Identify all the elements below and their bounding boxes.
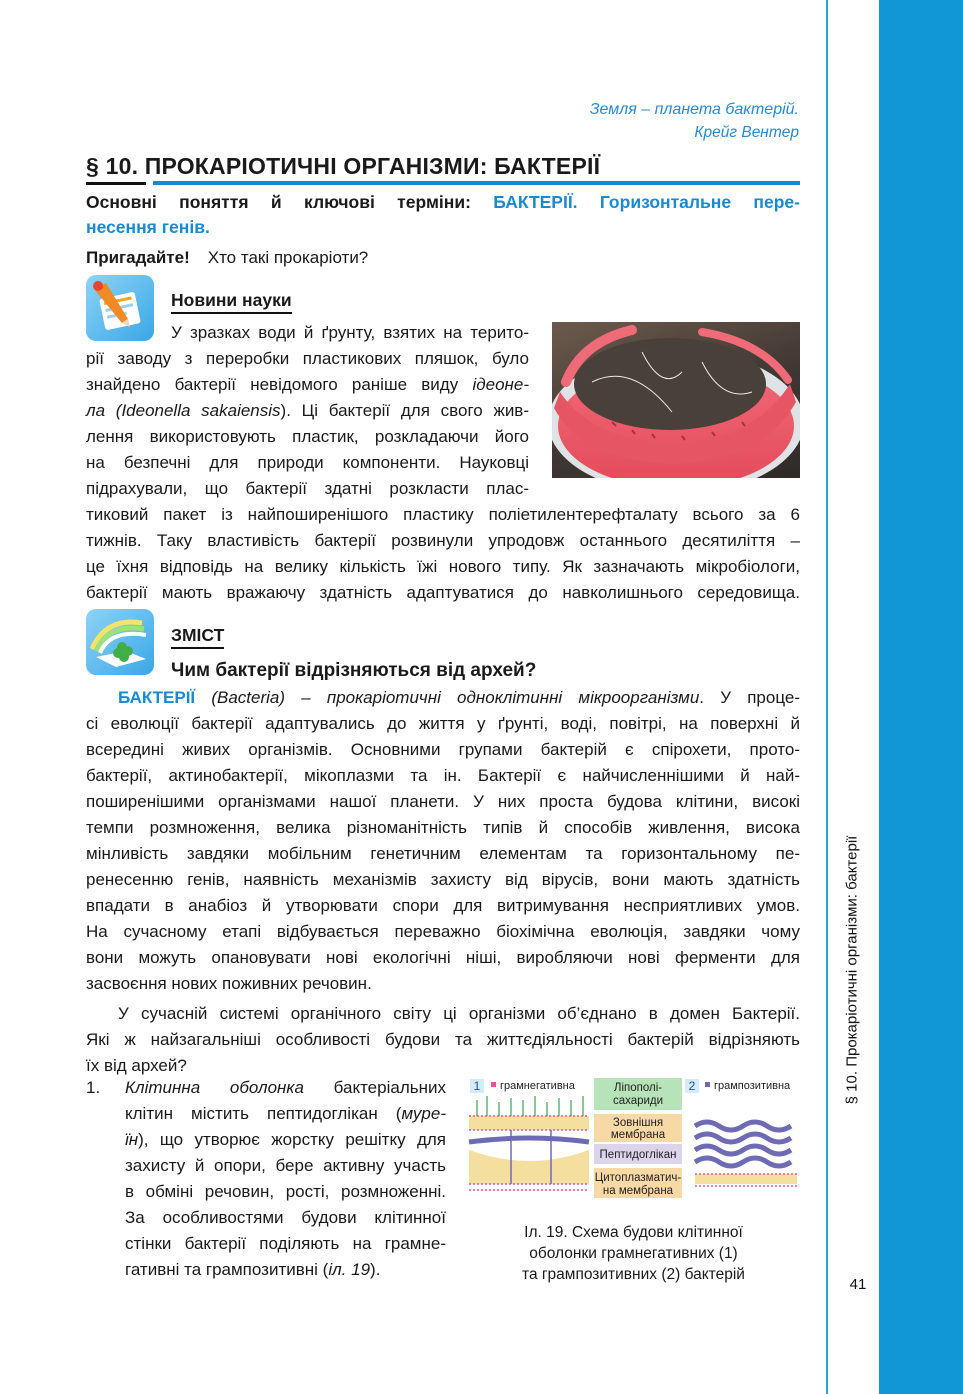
caption-line: оболонки грамнегативних (1)	[529, 1245, 738, 1262]
news-line: У зразках води й ґрунту, взятих на терито-	[171, 323, 529, 342]
caption-line: Іл. 19. Схема будови клітинної	[524, 1224, 743, 1241]
item-line-rest: бактеріальних	[303, 1078, 446, 1097]
title-rule	[86, 182, 146, 185]
news-line: на безпечні для природи компоненти. Науковці	[86, 453, 529, 472]
item-figref: іл. 19	[328, 1260, 371, 1279]
para-line: сі еволюції бактерії адаптувались до життя у ґрунті, воді, повітрі, на поверхні й	[86, 714, 800, 733]
page-number: 41	[849, 1276, 867, 1293]
key-terms-list: БАКТЕРІЇ. Горизонтальне пере-	[493, 192, 800, 212]
fig-layer-outer1: Зовнішня	[612, 1117, 664, 1129]
para-line: ренесенню генів, наявність механізмів захисту від вірусів, вони мають здатність	[86, 870, 800, 889]
item-number: 1.	[86, 1078, 101, 1097]
gram-negative-diagram	[469, 1079, 589, 1190]
news-ideonella-ua: ідеоне-	[472, 375, 529, 394]
fig-label2: грампозитивна	[714, 1080, 791, 1092]
item-line: За особливостями будови клітинної	[125, 1208, 446, 1227]
fig-label1: грамнегативна	[500, 1080, 575, 1092]
news-ideonella-latin: Ideonella sakaiensis	[121, 401, 281, 420]
fig-layer-pepti: Пептидоглікан	[599, 1149, 677, 1161]
term-definition: (Bacteria) – прокаріотичні одноклітинні мікроорганізми	[195, 688, 700, 707]
para-line: засвоєння нових поживних речовин.	[86, 974, 372, 993]
item-murein-end: їн	[125, 1130, 139, 1149]
news-line: тижнів. Таку властивість бактерії розвинули упродовж останнього десятиліття –	[86, 531, 800, 550]
term-bacteria: БАКТЕРІЇ	[118, 688, 196, 707]
news-line-rest: ). Ці бактерії для свого жив-	[280, 401, 530, 420]
item-line: захисту й опори, бере активну участь	[125, 1156, 446, 1175]
fig-n1: 1	[473, 1079, 481, 1093]
news-line: бактерії мають вражаючу здатність адаптуватися до навколишнього середовища.	[86, 583, 800, 602]
para-line	[86, 685, 800, 711]
page-title: § 10. ПРОКАРІОТИЧНІ ОРГАНІЗМИ: БАКТЕРІЇ	[86, 153, 601, 179]
item-term: Клітинна оболонка	[125, 1078, 304, 1097]
para-line: Які ж найзагальніші особливості будови та життєдіяльності бактерій відрізняють	[86, 1030, 800, 1049]
item-line	[125, 1127, 446, 1153]
news-line-a: знайдено бактерії невідомого раніше виду	[86, 375, 473, 394]
news-line: лення використовують пластик, розкладаючи його	[86, 427, 529, 446]
epigraph-author: Крейг Вентер	[694, 124, 799, 141]
gram-positive-diagram	[685, 1079, 797, 1186]
layer-labels	[594, 1078, 682, 1198]
cell-wall-diagram	[467, 1076, 800, 1200]
key-terms-label: Основні поняття й ключові терміни:	[86, 192, 471, 212]
title-rule-blue	[153, 181, 800, 185]
remember-block	[86, 248, 368, 268]
item-line: в обміні речовин, рості, розмноженні.	[125, 1182, 446, 1201]
plastic-photo	[552, 322, 800, 478]
item-last-c: ).	[370, 1260, 381, 1279]
news-line: підрахували, що бактерії здатні розкласти плас-	[86, 479, 529, 498]
para-line: На сучасному етапі відбувається переважно біохімічна еволюція, завдяки чому	[86, 922, 800, 941]
para-line: бактерії, актинобактерії, мікоплазми та ін. Бактерії є найчисленнішими й най-	[86, 766, 800, 785]
para-line: всередині живих організмів. Основними групами бактерій є спірохети, прото-	[86, 740, 800, 759]
para-line-end: . У проце-	[699, 688, 801, 707]
para-line: вони можуть опановувати нові екологічні ніші, виробляючи нові ферменти для	[86, 948, 800, 967]
news-line	[86, 398, 529, 424]
fig-layer-lps1: Ліпополі-	[613, 1082, 663, 1094]
figure-caption	[467, 1222, 800, 1285]
news-line-la: ла (	[86, 401, 122, 420]
content-icon	[86, 609, 154, 675]
news-text-narrow	[86, 320, 529, 502]
para-line: темпи розмноження, велика різноманітність типів й способів живлення, висока	[86, 818, 800, 837]
remember-label: Пригадайте!	[86, 248, 190, 267]
content-heading: ЗМІСТ	[171, 625, 224, 649]
fig-layer-lps2: сахариди	[612, 1095, 664, 1107]
remember-question: Хто такі прокаріоти?	[207, 248, 369, 267]
item-line	[125, 1257, 446, 1283]
content-subheading: Чим бактерії відрізняються від архей?	[171, 660, 537, 681]
item-murein: муре-	[401, 1104, 446, 1123]
fig-n2: 2	[688, 1079, 696, 1093]
item-line	[125, 1101, 446, 1127]
key-terms	[86, 190, 800, 240]
news-text-wide	[86, 502, 800, 606]
fig-layer-cyto1: Цитоплазматич-	[594, 1172, 682, 1184]
para-line: їх від архей?	[86, 1056, 187, 1075]
running-title: § 10. Прокаріотичні організми: бактерії	[843, 835, 861, 1105]
para-line: У сучасній системі органічного світу ці організми об’єднано в домен Бактерії.	[118, 1004, 800, 1023]
para-line: мінливість завдяки мобільним генетичним елементам та горизонтальному пе-	[86, 844, 800, 863]
key-terms-list-cont: несення генів.	[86, 217, 210, 237]
para-line: поширенішими організмами нашої планети. У них проста будова клітини, високі	[86, 792, 800, 811]
item-line: стінки бактерії поділяють на грамне-	[125, 1234, 446, 1253]
item-1-text	[125, 1075, 446, 1283]
news-line: це їхня відповідь на велику кількість їжі нового типу. Як зазначають мікробіологи,	[86, 557, 800, 576]
item-line	[125, 1075, 446, 1101]
caption-line: та грампозитивних (2) бактерій	[522, 1266, 745, 1283]
sidebar-band-white	[828, 0, 879, 1394]
item-last-a: гативні та грампозитивні (	[125, 1260, 329, 1279]
item-line-b: ), що утворює жорстку решітку для	[138, 1130, 446, 1149]
news-heading: Новини науки	[171, 290, 292, 314]
news-line: рії заводу з переробки пластикових пляшок, було	[86, 349, 529, 368]
news-line: тиковий пакет із найпоширенішого пластику поліетилентерефталату всього за 6	[86, 505, 800, 524]
epigraph-quote: Земля – планета бактерій.	[589, 101, 799, 118]
item-line-a: клітин містить пептидоглікан (	[125, 1104, 402, 1123]
fig-layer-cyto2: на мембрана	[602, 1185, 674, 1197]
news-line	[86, 372, 529, 398]
para-line: впадати в анабіоз й утворювати спори для витримування несприятливих умов.	[86, 896, 800, 915]
fig-layer-outer2: мембрана	[610, 1129, 666, 1141]
main-paragraph	[86, 685, 800, 1079]
sidebar-band-dark	[879, 0, 963, 1394]
